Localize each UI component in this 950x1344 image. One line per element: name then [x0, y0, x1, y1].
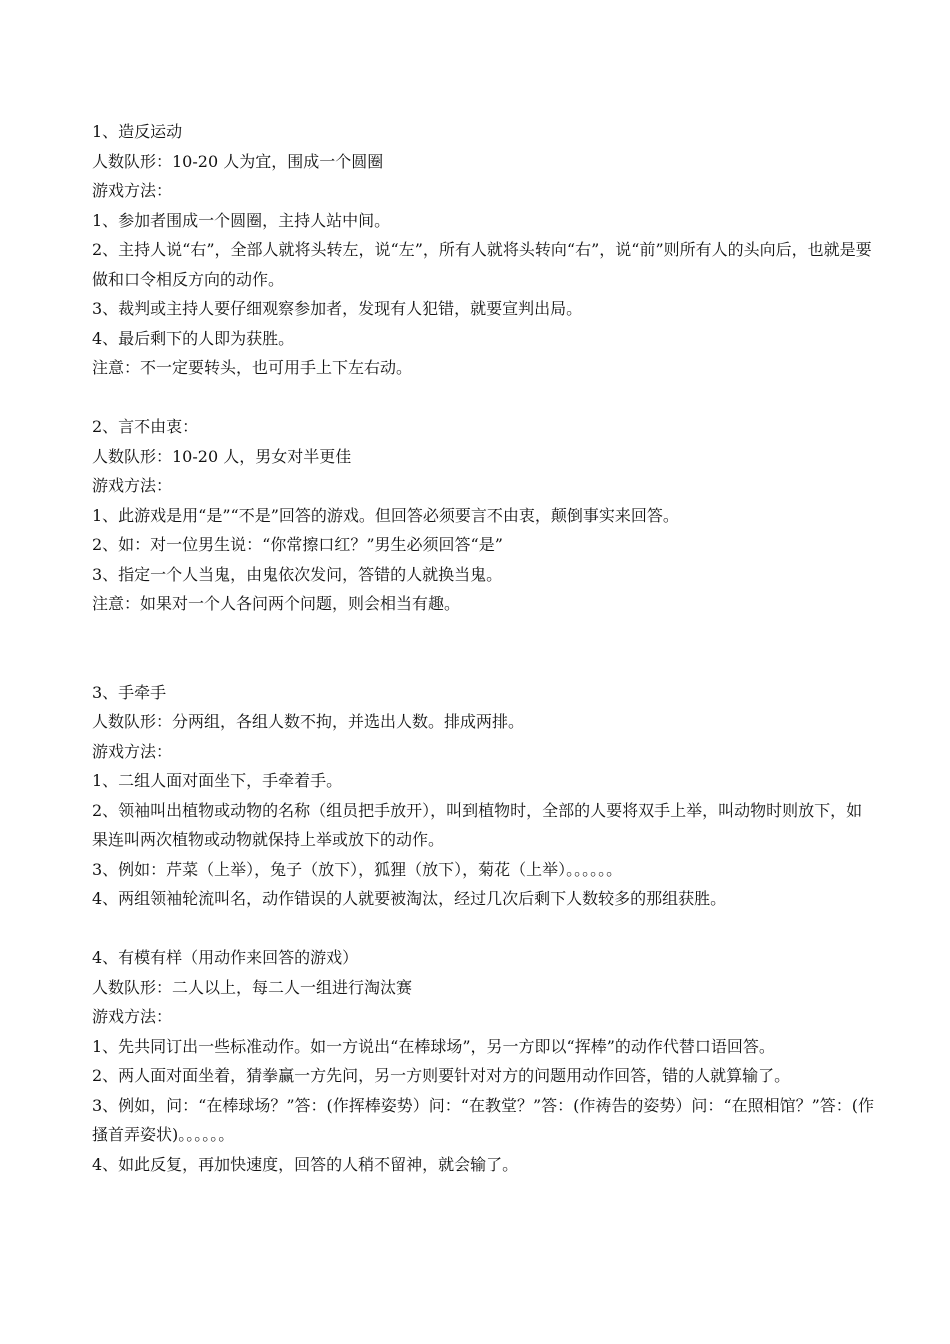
game-formation: 人数队形：分两组，各组人数不拘，并选出人数。排成两排。	[92, 712, 525, 731]
game-title: 1、造反运动	[92, 122, 183, 141]
step-item: 4、如此反复，再加快速度，回答的人稍不留神，就会输了。	[92, 1154, 519, 1174]
game-title: 4、有模有样（用动作来回答的游戏）	[92, 948, 359, 967]
method-label: 游戏方法：	[92, 181, 173, 200]
game-title: 2、言不由衷：	[92, 417, 199, 436]
step-item: 1、二组人面对面坐下，手牵着手。	[92, 771, 343, 790]
step-item: 2、领袖叫出植物或动物的名称（组员把手放开），叫到植物时，全部的人要将双手上举，叫动物时则放下，如果连叫两次植物或动物就保持上举或放下的动作。	[92, 800, 863, 849]
section-spacer	[92, 619, 878, 678]
step-item: 3、裁判或主持人要仔细观察参加者，发现有人犯错，就要宣判出局。	[92, 299, 583, 318]
step-item: 3、例如：芹菜（上举），兔子（放下），狐狸（放下），菊花（上举）。。。。。。	[92, 859, 623, 879]
step-item: 4、两组领袖轮流叫名，动作错误的人就要被淘汰，经过几次后剩下人数较多的那组获胜。	[92, 889, 727, 908]
game-section-4	[92, 943, 878, 1179]
method-label: 游戏方法：	[92, 741, 173, 761]
game-section-1	[92, 117, 878, 383]
step-item: 1、此游戏是用“是”“不是”回答的游戏。但回答必须要言不由衷，颠倒事实来回答。	[92, 505, 679, 525]
game-section-3	[92, 678, 878, 914]
method-label: 游戏方法：	[92, 476, 173, 495]
section-spacer	[92, 383, 878, 413]
step-item: 1、参加者围成一个圆圈，主持人站中间。	[92, 210, 391, 230]
game-formation: 人数队形：10-20 人，男女对半更佳	[92, 446, 352, 466]
game-formation: 人数队形：二人以上，每二人一组进行淘汰赛	[92, 977, 413, 997]
step-item: 3、例如，问：“在棒球场？”答：(作挥棒姿势）问：“在教堂？”答：(作祷告的姿势）问：“在照相馆？”答：(作搔首弄姿状)。。。。。。	[92, 1095, 874, 1144]
step-item: 2、如：对一位男生说：“你常擦口红？”男生必须回答“是”	[92, 535, 503, 554]
method-label: 游戏方法：	[92, 1007, 173, 1026]
step-item: 3、指定一个人当鬼，由鬼依次发问，答错的人就换当鬼。	[92, 564, 503, 584]
game-section-2	[92, 412, 878, 619]
document-page	[92, 117, 878, 1179]
game-formation: 人数队形：10-20 人为宜，围成一个圆圈	[92, 151, 384, 171]
game-title: 3、手牵手	[92, 682, 167, 702]
game-note: 注意：不一定要转头，也可用手上下左右动。	[92, 358, 413, 377]
game-note: 注意：如果对一个人各问两个问题，则会相当有趣。	[92, 594, 461, 613]
step-item: 2、两人面对面坐着，猜拳赢一方先问，另一方则要针对对方的问题用动作回答，错的人就算输了。	[92, 1066, 791, 1085]
step-item: 1、先共同订出一些标准动作。如一方说出“在棒球场”，另一方即以“挥棒”的动作代替口语回答。	[92, 1036, 775, 1056]
step-item: 4、最后剩下的人即为获胜。	[92, 328, 295, 348]
section-spacer	[92, 914, 878, 944]
step-item: 2、主持人说“右”，全部人就将头转左，说“左”，所有人就将头转向“右”，说“前”则所有人的头向后，也就是要做和口令相反方向的动作。	[92, 240, 872, 289]
